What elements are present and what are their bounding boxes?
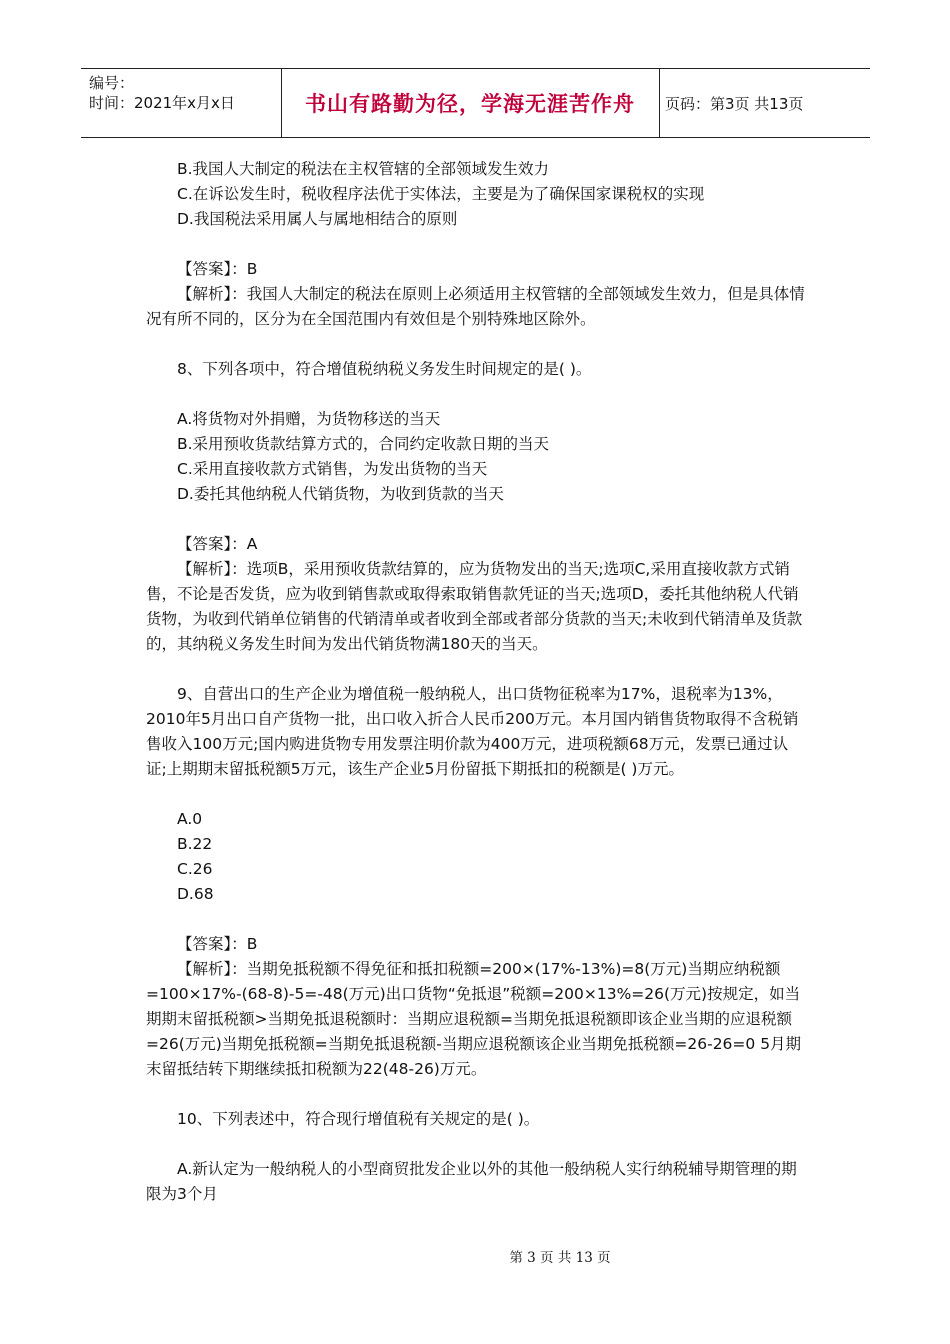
header-meta — [89, 73, 235, 113]
code-label: 编号： — [89, 74, 135, 92]
option-c: C.26 — [177, 860, 213, 878]
explanation: 【解析】：当期免抵税额不得免征和抵扣税额=200×(17%-13%)=8(万元)当期应纳税额=100×17%-(68-8)-5=-48(万元)出口货物“免抵退”税额=200×13%=26(万元)按规定，如当期期末留抵税额>当期免抵退税额时：当期应退税额=当期免抵退税额即该企业当期的应退税额=26(万元)当期免抵税额=当期免抵退税额-当期应退税额该企业当期免抵税额=26-26=0 5月期末留抵结转下期继续抵扣税额为22(48-26)万元。 — [146, 960, 802, 1078]
question-10: 10、下列表述中，符合现行增值税有关规定的是( )。 — [177, 1110, 540, 1128]
option-a: A.新认定为一般纳税人的小型商贸批发企业以外的其他一般纳税人实行纳税辅导期管理的期限为3个月 — [146, 1160, 797, 1203]
option-d: D.我国税法采用属人与属地相结合的原则 — [177, 210, 458, 228]
option-b: B.22 — [177, 835, 213, 853]
header-page-info: 页码：第3页 共13页 — [665, 94, 804, 113]
option-d: D.68 — [177, 885, 214, 903]
answer: 【答案】：B — [177, 935, 258, 953]
option-c: C.在诉讼发生时，税收程序法优于实体法，主要是为了确保国家课税权的实现 — [177, 185, 705, 203]
answer: 【答案】：A — [177, 535, 258, 553]
document-body — [146, 157, 808, 1207]
header-motto: 书山有路勤为径，学海无涯苦作舟 — [305, 92, 635, 116]
page-header — [81, 68, 870, 138]
time-label: 时间：2021年x月x日 — [89, 94, 235, 112]
page-footer: 第 3 页 共 13 页 — [509, 1250, 611, 1266]
option-b: B.采用预收货款结算方式的，合同约定收款日期的当天 — [177, 435, 550, 453]
option-a: A.将货物对外捐赠，为货物移送的当天 — [177, 410, 441, 428]
question-9: 9、自营出口的生产企业为增值税一般纳税人，出口货物征税率为17%，退税率为13%，2010年5月出口自产货物一批，出口收入折合人民币200万元。本月国内销售货物取得不含税销售收入100万元;国内购进货物专用发票注明价款为400万元，进项税额68万元，发票已通过认证;上期期末留抵税额5万元，该生产企业5月份留抵下期抵扣的税额是( )万元。 — [146, 685, 799, 778]
header-divider — [659, 69, 660, 137]
option-a: A.0 — [177, 810, 203, 828]
option-d: D.委托其他纳税人代销货物，为收到货款的当天 — [177, 485, 504, 503]
question-8: 8、下列各项中，符合增值税纳税义务发生时间规定的是( )。 — [177, 360, 592, 378]
explanation: 【解析】：选项B，采用预收货款结算的，应为货物发出的当天;选项C,采用直接收款方式销售，不论是否发货，应为收到销售款或取得索取销售款凭证的当天;选项D，委托其他纳税人代销货物，为收到代销单位销售的代销清单或者收到全部或者部分货款的当天;未收到代销清单及货款的，其纳税义务发生时间为发出代销货物满180天的当天。 — [146, 560, 803, 653]
option-c: C.采用直接收款方式销售，为发出货物的当天 — [177, 460, 488, 478]
answer: 【答案】：B — [177, 260, 258, 278]
explanation: 【解析】：我国人大制定的税法在原则上必须适用主权管辖的全部领域发生效力，但是具体情况有所不同的，区分为在全国范围内有效但是个别特殊地区除外。 — [146, 285, 805, 328]
option-b: B.我国人大制定的税法在主权管辖的全部领域发生效力 — [177, 160, 550, 178]
